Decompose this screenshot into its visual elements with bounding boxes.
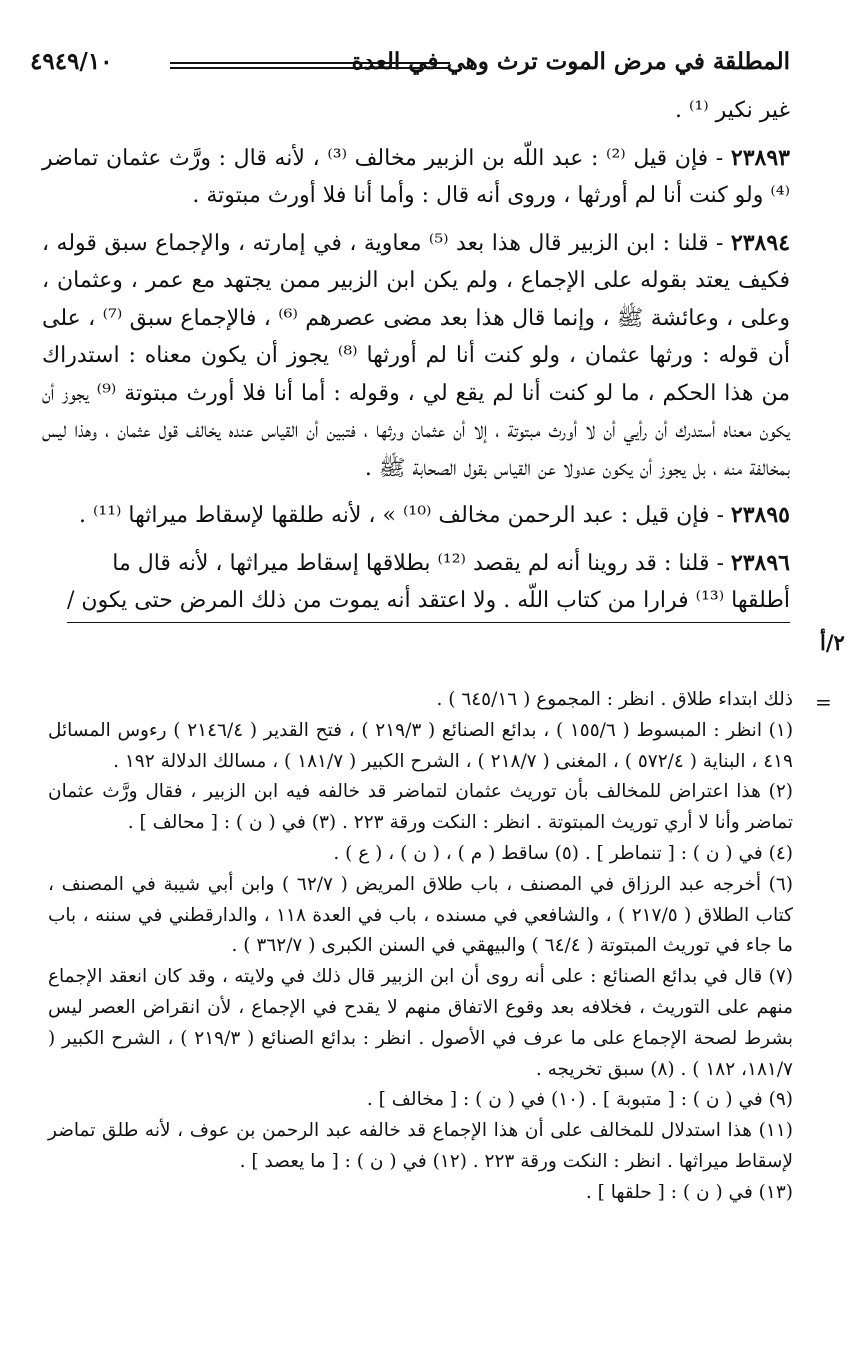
paragraph-23896	[42, 545, 790, 623]
footnote-item: (١١) هذا استدلال للمخالف على أن هذا الإجماع قد خالفه عبد الرحمن بن عوف ، لأنه طلق تماضر لإسقاط ميراثها . انظر : النكت ورقة ٢٢٣ . (١٢) في ( ن ) : [ ما يعصد ] .	[48, 1120, 793, 1172]
footnotes	[48, 685, 793, 1209]
header-rule	[170, 62, 450, 69]
footnote-item: ذلك ابتداء طلاق . انظر : المجموع ( ٦٤٥/١٦ ) .	[436, 689, 793, 710]
paragraph-continuation: غير نكير ⁽¹⁾ .	[675, 98, 790, 123]
main-text	[42, 92, 790, 623]
page-header	[30, 44, 790, 84]
paragraph-number: ٢٣٨٩٤	[730, 229, 791, 256]
paragraph-23895	[42, 497, 790, 535]
footnote-item: (٧) قال في بدائع الصنائع : على أنه روى أن ابن الزبير قال ذلك في ولايته ، وقد كان انعقد الإجماع منهم على التوريث ، فخلافه بعد وقوع الاتفاق منهم لا يقدح في الإجماع ، لأن انقراض العصر ليس بشرط لصحة الإجماع على ما عرف في الأصول . انظر : بدائع الصنائع ( ٢١٩/٣ ) ، الشرح الكبير ( ١٨١/٧، ١٨٢ ) . (٨) سبق تخريجه .	[48, 966, 793, 1080]
paragraph-last-line: أطلقها ⁽¹³⁾ فرارا من كتاب اللّه . ولا اعتقد أنه يموت من ذلك المرض حتى يكون /	[67, 582, 790, 623]
paragraph-text: - قلنا : قد روينا أنه لم يقصد ⁽¹²⁾ بطلاقها إسقاط ميراثها ، لأنه قال ما	[112, 550, 731, 576]
footnote-item: (٦) أخرجه عبد الرزاق في المصنف ، باب طلاق المريض ( ٦٢/٧ ) وابن أبي شيبة في المصنف ، كتاب الطلاق ( ٢١٧/٥ ) ، والشافعي في مسنده ، باب في العدة ١١٨ ، والدارقطني في سننه ، باب ما جاء في توريث المبتوتة ( ٦٤/٤ ) والبيهقي في السنن الكبرى ( ٣٦٢/٧ ) .	[48, 873, 793, 957]
paragraph-number: ٢٣٨٩٥	[730, 502, 790, 528]
paragraph-text: - فإن قيل : عبد الرحمن مخالف ⁽¹⁰⁾ » ، لأنه طلقها لإسقاط ميراثها ⁽¹¹⁾ .	[78, 503, 731, 528]
paragraph-23893	[42, 140, 790, 215]
manuscript-folio-note: ٢/أ	[820, 630, 845, 655]
page-number: ٤٩٤٩/١٠	[30, 48, 113, 75]
paragraph-text: - فإن قيل ⁽²⁾ : عبد اللّه بن الزبير مخالف ⁽³⁾ ، لأنه قال : ورَّث عثمان تماضر ⁽⁴⁾ ولو كنت أنا لم أورثها ، وروى أنه قال : وأما أنا فلا أورث مبتوتة .	[42, 145, 790, 208]
paragraph-number: ٢٣٨٩٦	[730, 549, 790, 576]
footnote-item: (١) انظر : المبسوط ( ١٥٥/٦ ) ، بدائع الصنائع ( ٢١٩/٣ ) ، فتح القدير ( ٢١٤٦/٤ ) رءوس المسائل ٤١٩ ، البناية ( ٥٧٢/٤ ) ، المغنى ( ٢١٨/٧ ) ، الشرح الكبير ( ١٨١/٧ ) ، مسالك الدلالة ١٩٢ .	[48, 719, 794, 772]
paragraph-number: ٢٣٨٩٣	[730, 144, 790, 171]
paragraph-23894	[42, 225, 790, 488]
footnote-item: (١٣) في ( ن ) : [ حلقها ] .	[585, 1181, 793, 1203]
paragraph-text: - قلنا : ابن الزبير قال هذا بعد ⁽⁵⁾ معاوية ، في إمارته ، والإجماع سبق قوله ، فكيف يعتد بقوله على الإجماع ، ولم يكن ابن الزبير ممن يجتهد مع عمر ، وعثمان ، وعلى ، وعائشة ﷺ ، وإنما قال هذا بعد مضى عصرهم ⁽⁶⁾ ، فالإجماع سبق ⁽⁷⁾ ، على أن قوله : ورثها عثمان ، ولو كنت أنا لم أورثها ⁽⁸⁾ يجوز أن يكون معناه : استدراك من هذا الحكم ، ما لو كنت أنا لم يقع لي ، وقوله : أما أنا فلا أورث مبتوتة ⁽⁹⁾ يجوز أن يكون معناه أستدرك أن رأيي أن لا أورث مبتوتة ، إلا أن عثمان ورثها ، فتبين أن القياس عنده يخالف قول عثمان ، وهذا ليس بمخالفة منه ، بل يجوز أن يكون عدولا عن القياس بقول الصحابة ﷺ .	[42, 230, 790, 481]
footnote-continuation-mark: =	[815, 690, 832, 714]
footnote-item: (٤) في ( ن ) : [ تنماطر ] . (٥) ساقط ( م ) ، ( ن ) ، ( ع ) .	[333, 842, 793, 864]
footnote-item: (٩) في ( ن ) : [ متبوبة ] . (١٠) في ( ن ) : [ مخالف ] .	[366, 1089, 793, 1111]
running-title: المطلقة في مرض الموت ترث وهي في العدة	[351, 48, 790, 75]
footnote-item: (٢) هذا اعتراض للمخالف بأن توريث عثمان لتماضر قد خالفه فيه ابن الزبير ، فقال ورَّث عثمان تماضر وأنا لا أري توريث المبتوتة . انظر : النكت ورقة ٢٢٣ . (٣) في ( ن ) : [ محالف ] .	[48, 781, 793, 834]
